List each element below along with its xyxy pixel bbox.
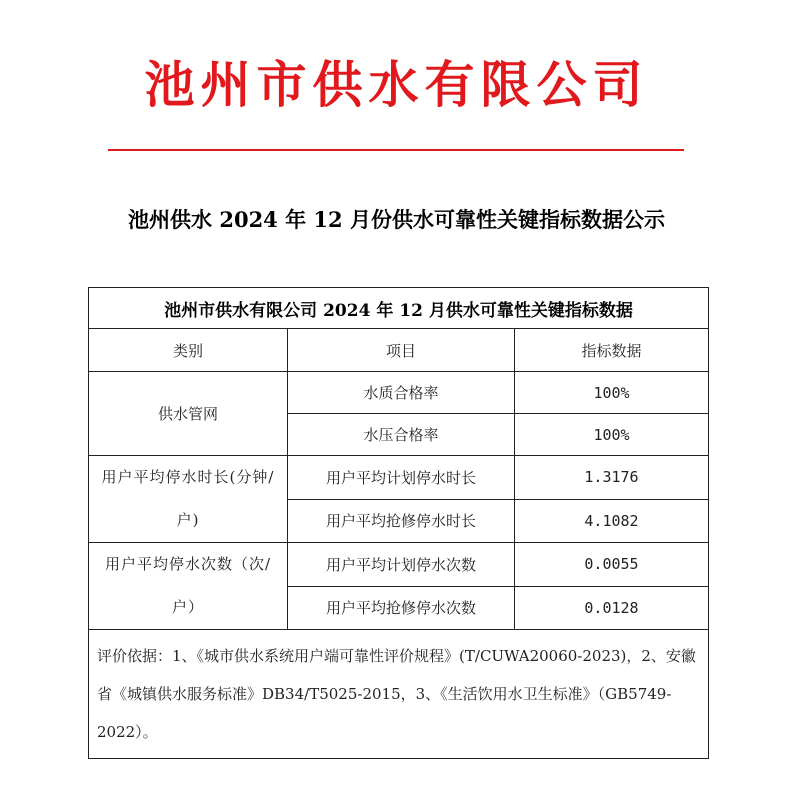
column-header-item: 项目	[288, 329, 515, 372]
value-cell: 4.1082	[515, 499, 709, 543]
category-cell: 用户平均停水次数（次/户）	[89, 543, 288, 630]
item-cell: 用户平均计划停水时长	[288, 456, 515, 500]
table-caption: 池州市供水有限公司 2024 年 12 月供水可靠性关键指标数据	[89, 288, 709, 329]
column-header-value: 指标数据	[515, 329, 709, 372]
value-cell: 0.0128	[515, 586, 709, 630]
evaluation-basis-notes: 评价依据：1、《城市供水系统用户端可靠性评价规程》(T/CUWA20060-2023)，2、安徽省《城镇供水服务标准》DB34/T5025-2015，3、《生活饮用水卫生标准》（GB5749-2022）。	[89, 630, 709, 759]
item-cell: 水压合格率	[288, 414, 515, 456]
column-header-category: 类别	[89, 329, 288, 372]
item-cell: 用户平均抢修停水次数	[288, 586, 515, 630]
value-cell: 100%	[515, 372, 709, 414]
value-cell: 100%	[515, 414, 709, 456]
reliability-indicator-table	[88, 287, 709, 759]
item-cell: 用户平均抢修停水时长	[288, 499, 515, 543]
value-cell: 1.3176	[515, 456, 709, 500]
letterhead-red-divider	[108, 149, 684, 151]
document-title: 池州供水 2024 年 12 月份供水可靠性关键指标数据公示	[128, 207, 665, 232]
category-cell: 供水管网	[89, 372, 288, 456]
item-cell: 水质合格率	[288, 372, 515, 414]
company-letterhead-title: 池州市供水有限公司	[144, 55, 649, 114]
category-cell: 用户平均停水时长(分钟/户)	[89, 456, 288, 543]
value-cell: 0.0055	[515, 543, 709, 587]
item-cell: 用户平均计划停水次数	[288, 543, 515, 587]
